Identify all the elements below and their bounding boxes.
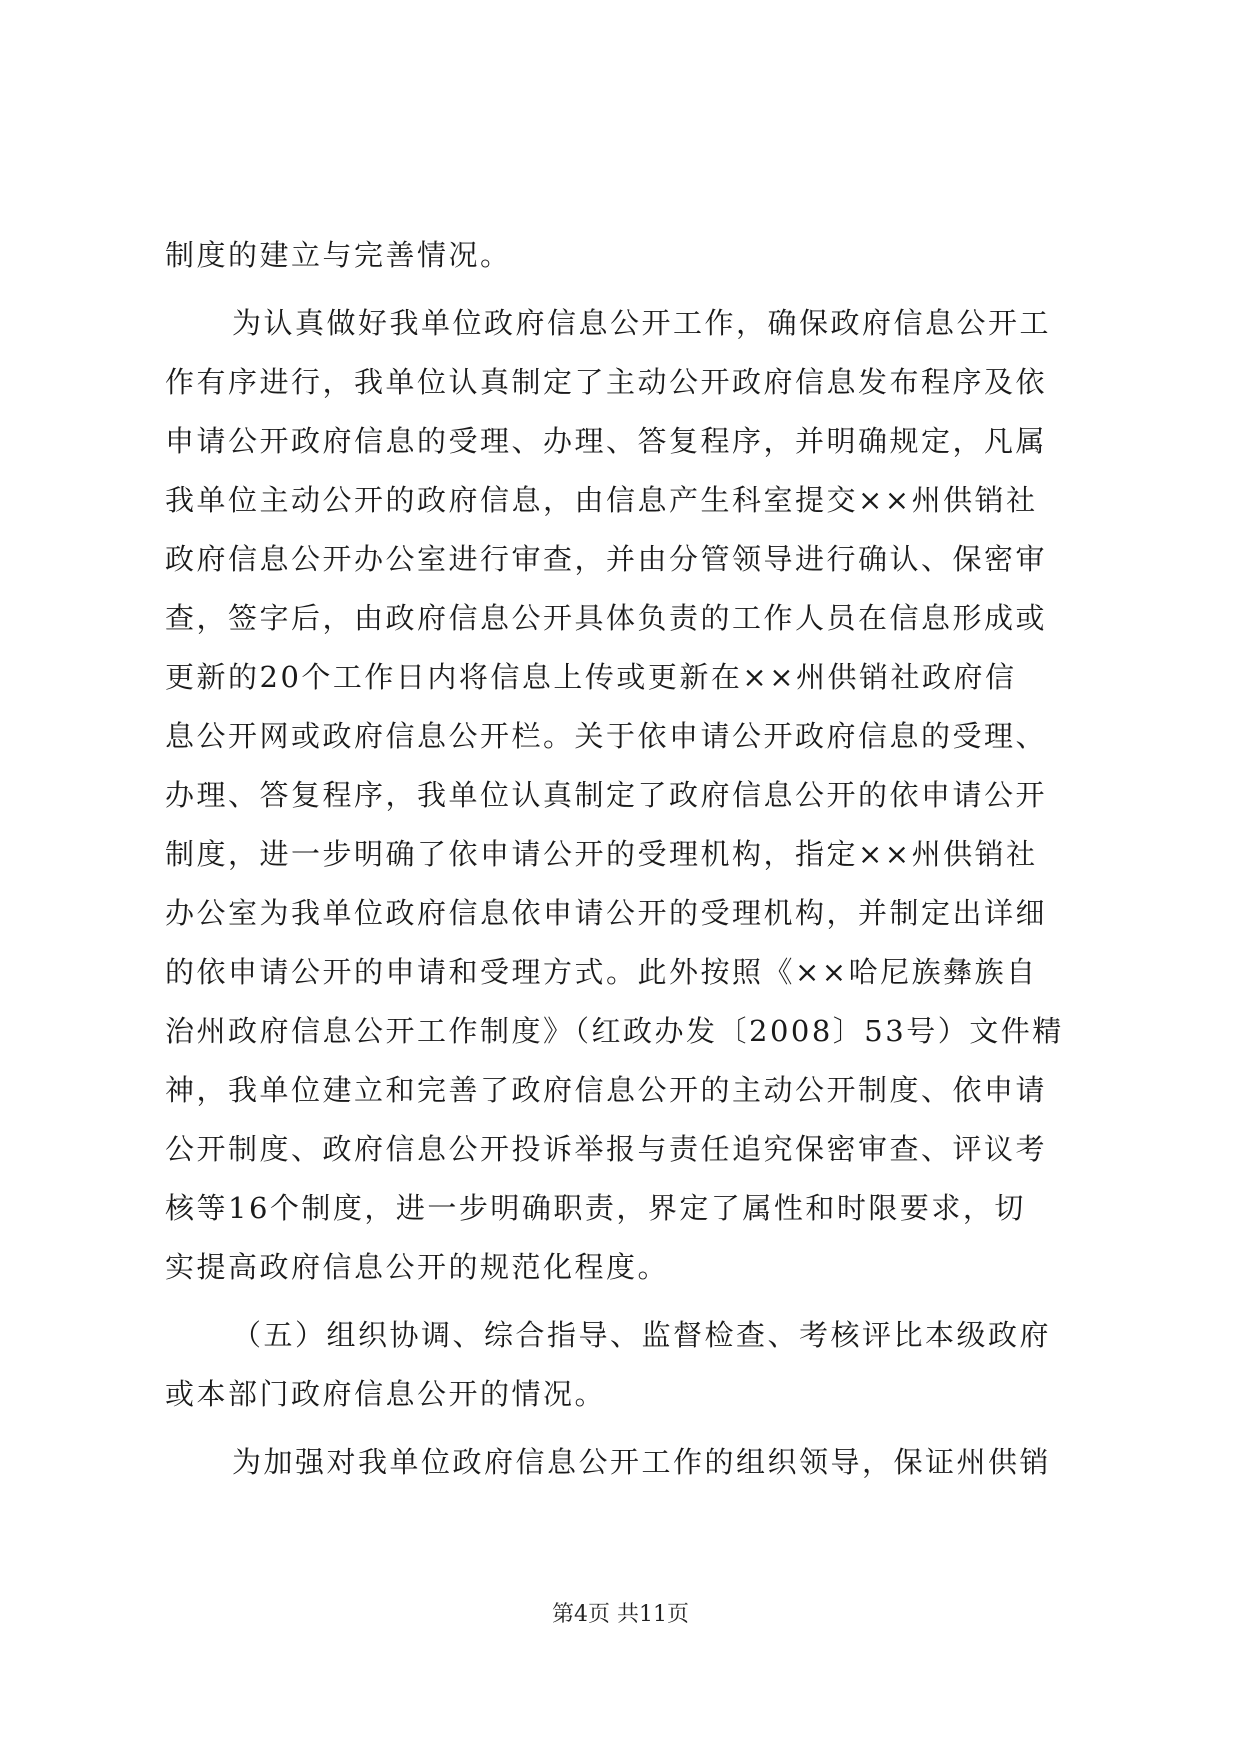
paragraph-first-line: 为认真做好我单位政府信息公开工作，确保政府信息公开工 [232, 306, 1052, 340]
text-line: 我单位主动公开的政府信息，由信息产生科室提交××州供销社 [165, 483, 1038, 517]
text-line: 公开制度、政府信息公开投诉举报与责任追究保密审查、评议考 [165, 1132, 1048, 1166]
text-line: 治州政府信息公开工作制度》（红政办发〔2008〕53号）文件精 [165, 1014, 1064, 1048]
text-line: 的依申请公开的申请和受理方式。此外按照《××哈尼族彝族自 [165, 955, 1038, 989]
text-line: 制度的建立与完善情况。 [165, 238, 512, 272]
section-heading: （五）组织协调、综合指导、监督检查、考核评比本级政府 [232, 1318, 1052, 1352]
text-line: 息公开网或政府信息公开栏。关于依申请公开政府信息的受理、 [165, 719, 1048, 753]
text-line: 查，签字后，由政府信息公开具体负责的工作人员在信息形成或 [165, 601, 1048, 635]
text-line: 办公室为我单位政府信息依申请公开的受理机构，并制定出详细 [165, 896, 1048, 930]
text-line: 核等16个制度，进一步明确职责，界定了属性和时限要求，切 [165, 1191, 1026, 1225]
page-footer: 第4页 共11页 [552, 1602, 689, 1627]
text-line: 神，我单位建立和完善了政府信息公开的主动公开制度、依申请 [165, 1073, 1048, 1107]
text-line: 或本部门政府信息公开的情况。 [165, 1377, 607, 1411]
text-line: 作有序进行，我单位认真制定了主动公开政府信息发布程序及依 [165, 365, 1048, 399]
text-line: 实提高政府信息公开的规范化程度。 [165, 1250, 670, 1284]
paragraph-first-line: 为加强对我单位政府信息公开工作的组织领导，保证州供销 [232, 1445, 1052, 1479]
text-line: 办理、答复程序，我单位认真制定了政府信息公开的依申请公开 [165, 778, 1048, 812]
text-line: 申请公开政府信息的受理、办理、答复程序，并明确规定，凡属 [165, 424, 1048, 458]
text-line: 制度，进一步明确了依申请公开的受理机构，指定××州供销社 [165, 837, 1038, 871]
text-line: 更新的20个工作日内将信息上传或更新在××州供销社政府信 [165, 660, 1017, 694]
text-line: 政府信息公开办公室进行审查，并由分管领导进行确认、保密审 [165, 542, 1048, 576]
